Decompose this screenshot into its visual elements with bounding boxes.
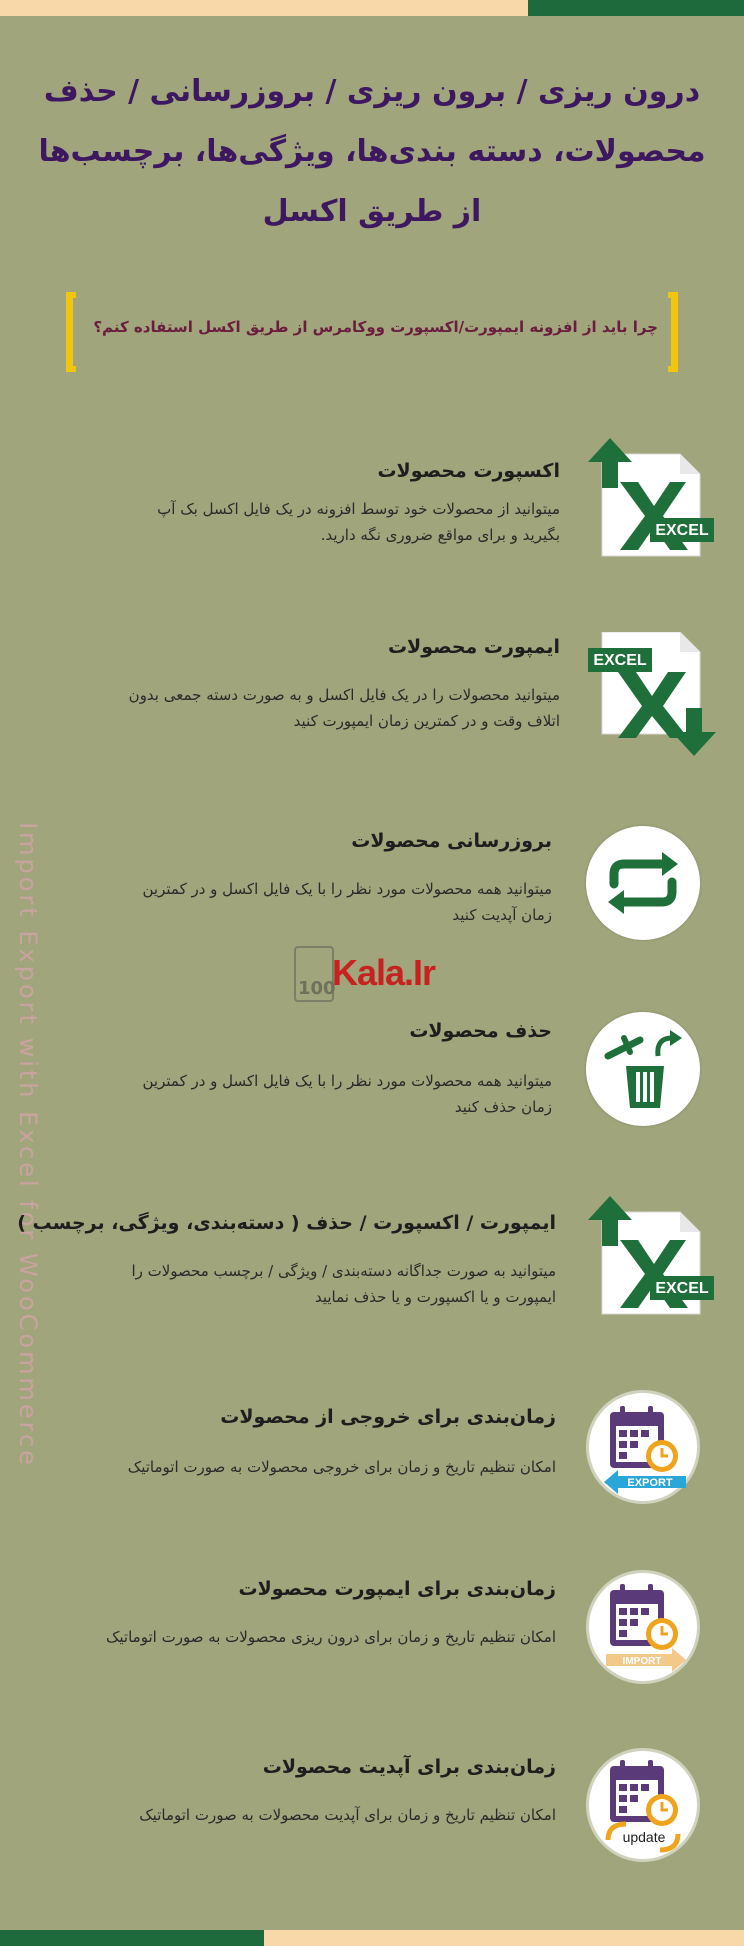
- bottom-bar-accent-right: [264, 1930, 744, 1946]
- feature-title: زمان‌بندی برای ایمپورت محصولات: [238, 1578, 556, 1600]
- feature-description: میتوانید همه محصولات مورد نظر را با یک فایل اکسل و در کمترین زمان آپدیت کنید: [142, 880, 552, 924]
- refresh-icon: [586, 826, 704, 944]
- brand-watermark: [294, 946, 454, 1006]
- feature-taxonomy-import-export: [17, 1212, 556, 1312]
- excel-import-icon: [588, 632, 716, 756]
- excel-category-icon: [588, 1196, 716, 1321]
- feature-description: میتوانید به صورت جداگانه دسته‌بندی / ویژگی / برچسب محصولات را ایمپورت و یا اکسپورت و یا حذف نمایید: [131, 1262, 556, 1306]
- excel-badge: EXCEL: [593, 652, 647, 669]
- export-badge: EXPORT: [627, 1477, 673, 1489]
- excel-badge: EXCEL: [655, 1280, 709, 1297]
- calendar-export-icon: [586, 1390, 704, 1508]
- feature-update-products: [60, 830, 552, 930]
- feature-description: امکان تنظیم تاریخ و زمان برای آپدیت محصولات به صورت اتوماتیک: [139, 1806, 556, 1824]
- question-text: چرا باید از افزونه ایمپورت/اکسپورت ووکامرس از طریق اکسل استفاده کنم؟: [93, 318, 658, 336]
- feature-title: اکسپورت محصولات: [377, 460, 560, 482]
- feature-title: بروزرسانی محصولات: [351, 830, 552, 852]
- right-bracket-decoration: [668, 292, 678, 372]
- feature-title: ایمپورت محصولات: [387, 636, 560, 658]
- calendar-import-icon: [586, 1570, 704, 1688]
- vertical-plugin-name-text: Import Export with Excel for WooCommerce: [14, 822, 42, 1468]
- page-title-line-3: از طریق اکسل: [262, 194, 482, 229]
- import-badge: IMPORT: [622, 1656, 662, 1667]
- brand-number: 100: [298, 978, 336, 999]
- feature-schedule-export: [60, 1406, 556, 1486]
- feature-description: میتوانید از محصولات خود توسط افزونه در یک فایل اکسل بک آپ بگیرید و برای مواقع ضروری نگه دارید.: [157, 500, 560, 544]
- feature-title: ایمپورت / اکسپورت / حذف ( دسته‌بندی، ویژگی، برچسب ): [17, 1212, 556, 1234]
- top-bar-accent-right: [528, 0, 744, 16]
- feature-schedule-update: [60, 1756, 556, 1836]
- feature-export-products: [60, 460, 560, 560]
- page-title-line-1: درون ریزی / برون ریزی / بروزرسانی / حذف: [43, 74, 701, 109]
- excel-export-icon: [588, 438, 716, 563]
- top-bar-accent-left: [0, 0, 528, 16]
- page-title-line-2: محصولات، دسته بندی‌ها، ویژگی‌ها، برچسب‌ها: [38, 134, 706, 169]
- trash-icon: [586, 1012, 704, 1130]
- bottom-bar-accent-left: [0, 1930, 264, 1946]
- left-bracket-decoration: [66, 292, 76, 372]
- feature-schedule-import: [46, 1578, 556, 1658]
- feature-title: حذف محصولات: [409, 1020, 552, 1042]
- feature-title: زمان‌بندی برای آپدیت محصولات: [262, 1756, 556, 1778]
- update-badge: update: [622, 1829, 666, 1845]
- page-title: [30, 62, 714, 242]
- feature-description: امکان تنظیم تاریخ و زمان برای خروجی محصولات به صورت اتوماتیک: [127, 1458, 556, 1476]
- feature-import-products: [60, 636, 560, 736]
- brand-name: Kala.Ir: [332, 952, 436, 993]
- excel-badge: EXCEL: [655, 522, 709, 539]
- feature-delete-products: [60, 1020, 552, 1120]
- calendar-update-icon: [586, 1748, 704, 1866]
- feature-description: میتوانید همه محصولات مورد نظر را با یک فایل اکسل و در کمترین زمان حذف کنید: [142, 1072, 552, 1116]
- feature-description: میتوانید محصولات را در یک فایل اکسل و به صورت دسته جمعی بدون اتلاف وقت و در کمترین زمان ایمپورت کنید: [128, 686, 560, 730]
- feature-description: امکان تنظیم تاریخ و زمان برای درون ریزی محصولات به صورت اتوماتیک: [105, 1628, 556, 1646]
- feature-title: زمان‌بندی برای خروجی از محصولات: [220, 1406, 556, 1428]
